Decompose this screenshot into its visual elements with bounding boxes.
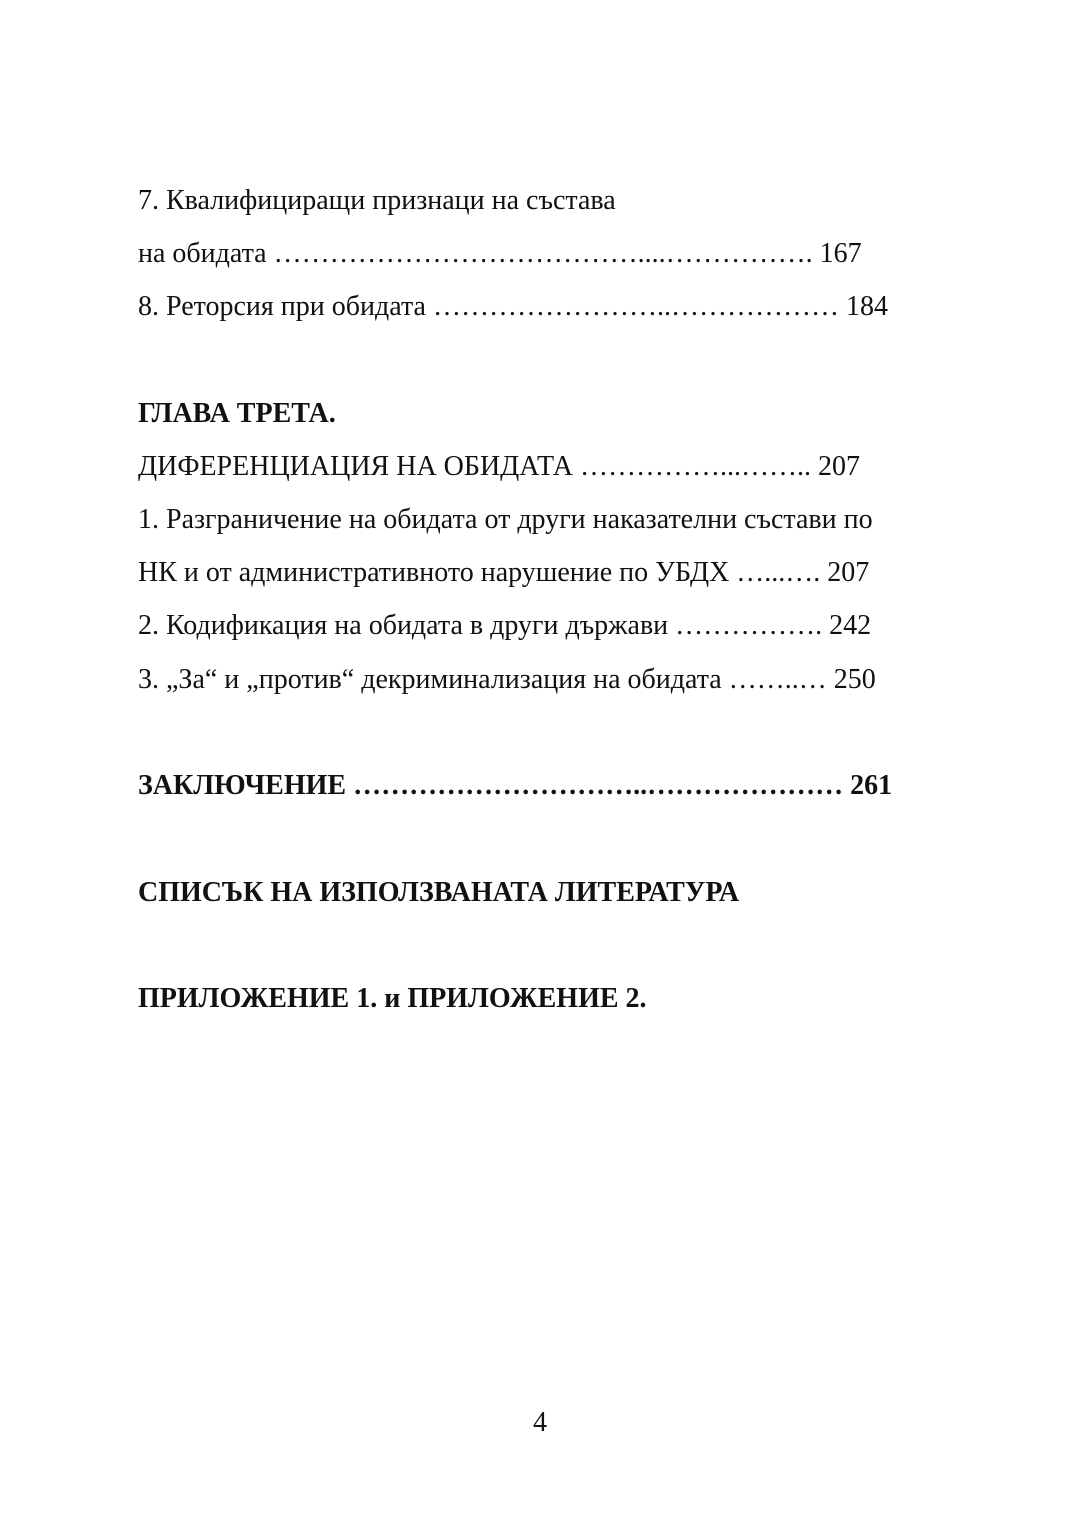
bibliography-entry: СПИСЪК НА ИЗПОЛЗВАНАТА ЛИТЕРАТУРА bbox=[138, 877, 740, 908]
chapter-title-entry: ДИФЕРЕНЦИАЦИЯ НА ОБИДАТА ……………...…….. 207 bbox=[138, 451, 860, 482]
appendices-entry: ПРИЛОЖЕНИЕ 1. и ПРИЛОЖЕНИЕ 2. bbox=[138, 983, 647, 1014]
toc-entry-7-continuation: на обидата …………………………………....……………. 167 bbox=[138, 238, 862, 269]
toc-entry-8: 8. Реторсия при обидата ……………………..……………… 184 bbox=[138, 291, 888, 322]
conclusion-entry: ЗАКЛЮЧЕНИЕ …………………………..………………… 261 bbox=[138, 770, 893, 801]
toc-entry-3: 3. „За“ и „против“ декриминализация на обидата ……..… 250 bbox=[138, 664, 876, 695]
toc-entry-1-title: 1. Разграничение на обидата от други наказателни състави по bbox=[138, 504, 873, 535]
chapter-heading: ГЛАВА ТРЕТА. bbox=[138, 398, 336, 429]
toc-entry-7-title: 7. Квалифициращи признаци на състава bbox=[138, 185, 616, 216]
page-number: 4 bbox=[533, 1407, 547, 1438]
toc-entry-1-continuation: НК и от административното нарушение по УБДХ …...…. 207 bbox=[138, 557, 870, 588]
toc-entry-2: 2. Кодификация на обидата в други държави ……………. 242 bbox=[138, 610, 872, 641]
